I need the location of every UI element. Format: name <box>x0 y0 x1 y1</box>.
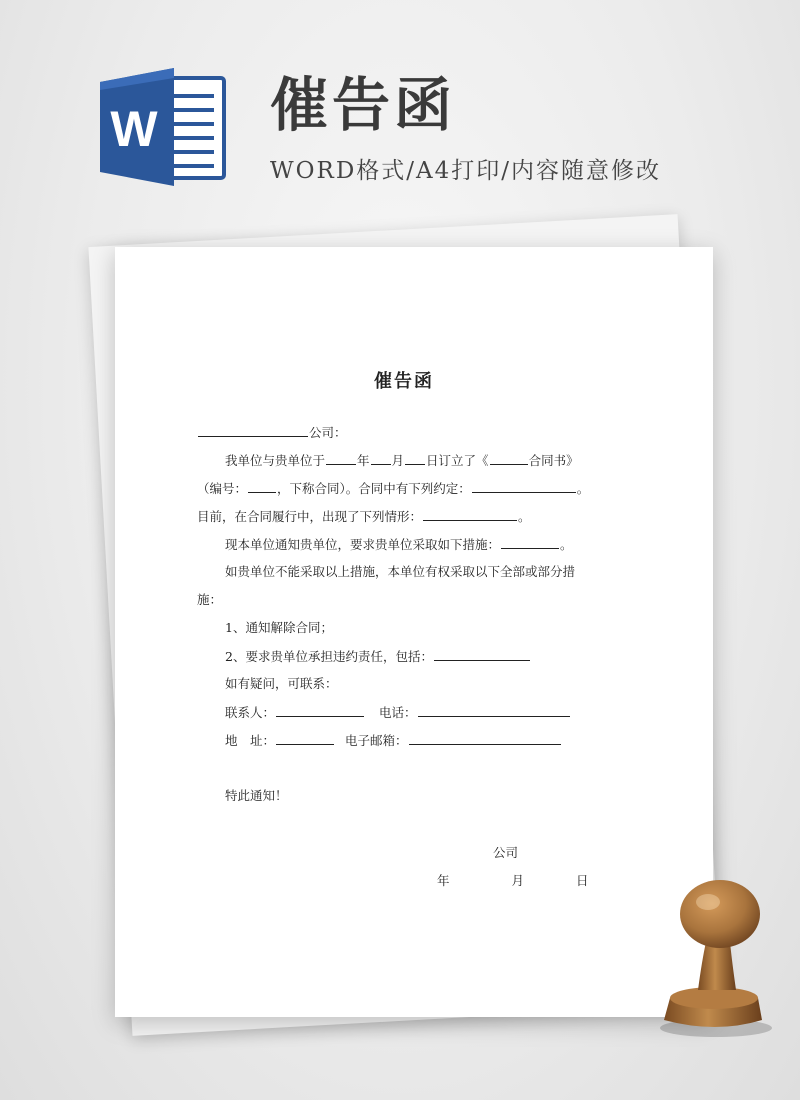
p1-text-a: 我单位与贵单位于 <box>225 453 326 468</box>
year-blank <box>326 451 356 465</box>
document-title: 催告函 <box>374 371 434 392</box>
agreement-blank <box>472 479 576 493</box>
signature-date <box>437 872 589 890</box>
address-blank <box>276 731 334 745</box>
closing-line: 特此通知！ <box>225 788 288 803</box>
paragraph-3-line-1: 如贵单位不能采取以上措施，本单位有权采取以下全部或部分措 <box>225 564 576 579</box>
phone-label: 电话： <box>379 705 417 720</box>
phone-blank <box>418 703 570 717</box>
company-suffix: 公司： <box>309 425 347 440</box>
page-subtitle: WORD格式/A4打印/内容随意修改 <box>270 158 661 184</box>
p1l2-end: 。 <box>576 481 590 496</box>
p1-text-c: 合同书》 <box>528 453 579 468</box>
p1-year: 年 <box>357 453 370 468</box>
item2-text: 2、要求贵单位承担违约责任，包括： <box>225 649 433 664</box>
address-label: 地 址： <box>225 733 276 748</box>
paragraph-1-line-3 <box>197 507 531 526</box>
contact-person-blank <box>276 703 364 717</box>
date-month: 月 <box>511 873 525 888</box>
p1l3-end: 。 <box>518 509 531 524</box>
liability-blank <box>434 647 530 661</box>
measures-blank <box>501 535 559 549</box>
signature-company: 公司 <box>493 845 519 860</box>
addressee-line <box>197 423 347 442</box>
p1l2-text-a: （编号： <box>197 481 248 496</box>
date-year: 年 <box>437 873 450 888</box>
p1-month: 月 <box>391 453 405 468</box>
word-document-icon <box>100 68 228 186</box>
paragraph-1-line-2 <box>197 479 589 498</box>
address-line <box>225 731 562 750</box>
situation-blank <box>423 507 517 521</box>
paragraph-3-line-2: 施： <box>197 592 223 607</box>
email-label: 电子邮箱： <box>345 733 408 748</box>
word-logo-letter: W <box>110 101 158 157</box>
document-page <box>115 247 713 1017</box>
contract-name-blank <box>490 451 528 465</box>
contact-line <box>225 703 571 722</box>
p2-end: 。 <box>560 537 573 552</box>
page-title: 催告函 <box>270 71 457 139</box>
company-name-blank <box>198 423 308 437</box>
p1l3-text-a: 目前，在合同履行中，出现了下列情形： <box>197 509 423 524</box>
p1l2-text-b: ，下称合同）。合同中有下列约定： <box>277 481 471 496</box>
month-blank <box>371 451 391 465</box>
paragraph-2 <box>225 535 573 554</box>
p1-text-b: 日订立了《 <box>426 453 489 468</box>
date-day: 日 <box>576 873 589 888</box>
list-item-1: 1、通知解除合同； <box>225 620 333 635</box>
header <box>0 0 800 220</box>
wooden-seal-stamp-icon <box>650 870 780 1040</box>
email-blank <box>409 731 561 745</box>
day-blank <box>405 451 425 465</box>
paragraph-1-line-1 <box>225 451 579 470</box>
contact-intro: 如有疑问，可联系： <box>225 676 338 691</box>
contract-number-blank <box>248 479 276 493</box>
list-item-2 <box>225 647 531 666</box>
contact-person-label: 联系人： <box>225 705 276 720</box>
p2-text-a: 现本单位通知贵单位，要求贵单位采取如下措施： <box>225 537 501 552</box>
